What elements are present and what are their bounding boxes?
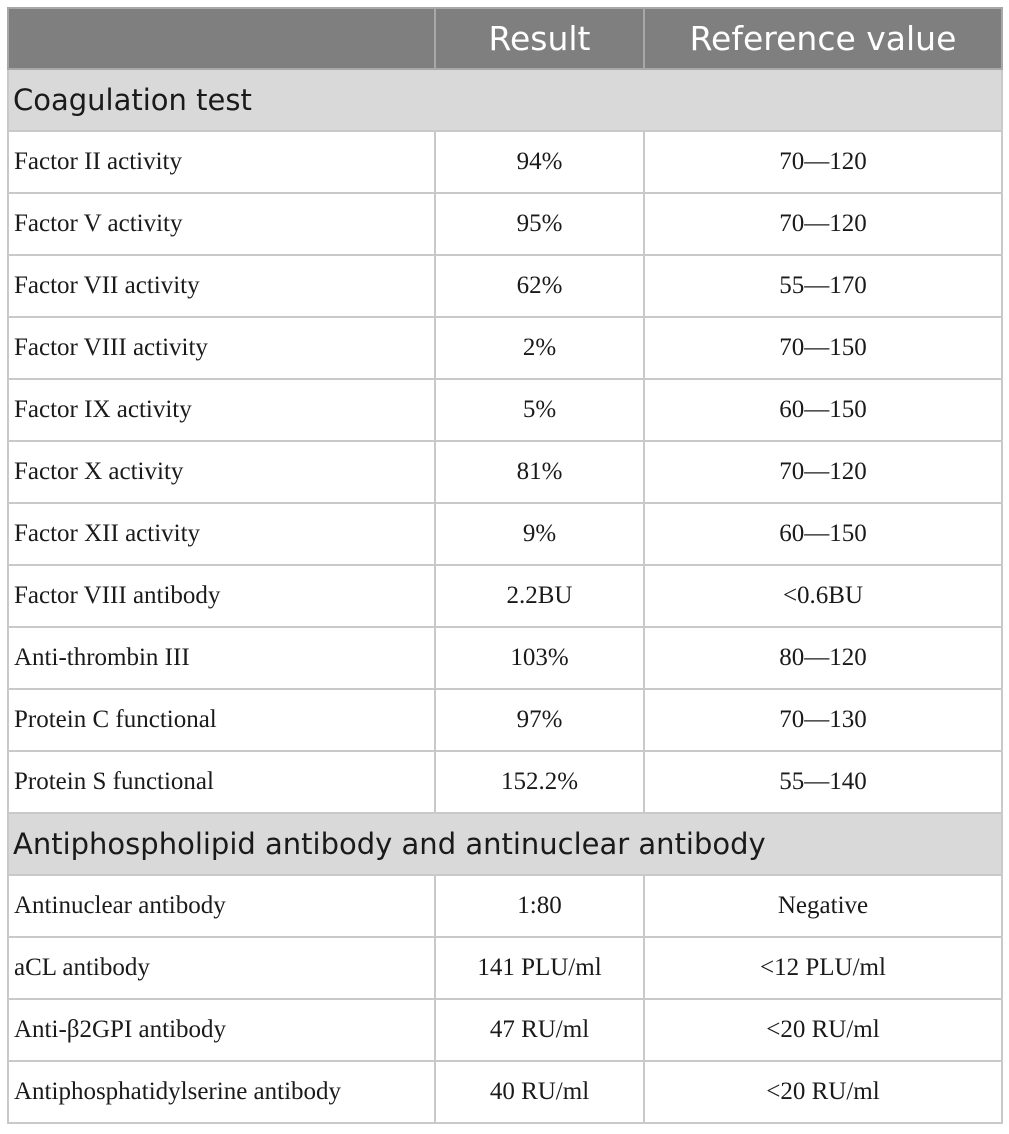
reference-cell: 70—130 xyxy=(644,689,1002,751)
reference-cell: Negative xyxy=(644,875,1002,937)
result-cell: 81% xyxy=(435,441,644,503)
table-row xyxy=(8,255,1002,317)
table-row xyxy=(8,503,1002,565)
table-row xyxy=(8,131,1002,193)
test-name-cell: Factor II activity xyxy=(8,131,435,193)
table-row xyxy=(8,379,1002,441)
test-name-cell: Protein C functional xyxy=(8,689,435,751)
result-cell: 95% xyxy=(435,193,644,255)
test-name-cell: Factor VIII antibody xyxy=(8,565,435,627)
table-row xyxy=(8,751,1002,813)
reference-cell: <20 RU/ml xyxy=(644,999,1002,1061)
result-cell: 40 RU/ml xyxy=(435,1061,644,1123)
section-title: Antiphospholipid antibody and antinuclear antibody xyxy=(8,813,1002,875)
test-name-cell: aCL antibody xyxy=(8,937,435,999)
lab-results-table xyxy=(7,7,1003,1124)
test-name-cell: Factor XII activity xyxy=(8,503,435,565)
table-row xyxy=(8,999,1002,1061)
test-name-cell: Antiphosphatidylserine antibody xyxy=(8,1061,435,1123)
test-name-cell: Factor VIII activity xyxy=(8,317,435,379)
result-cell: 62% xyxy=(435,255,644,317)
result-cell: 5% xyxy=(435,379,644,441)
table-row xyxy=(8,193,1002,255)
section-title: Coagulation test xyxy=(8,69,1002,131)
table-row xyxy=(8,875,1002,937)
table-row xyxy=(8,689,1002,751)
reference-cell: 70—150 xyxy=(644,317,1002,379)
test-name-cell: Protein S functional xyxy=(8,751,435,813)
reference-cell: 70—120 xyxy=(644,193,1002,255)
table-body xyxy=(8,69,1002,1123)
reference-cell: <20 RU/ml xyxy=(644,1061,1002,1123)
reference-cell: 80—120 xyxy=(644,627,1002,689)
test-name-cell: Factor IX activity xyxy=(8,379,435,441)
result-cell: 2.2BU xyxy=(435,565,644,627)
section-header-row xyxy=(8,69,1002,131)
table-row xyxy=(8,317,1002,379)
result-cell: 2% xyxy=(435,317,644,379)
result-cell: 152.2% xyxy=(435,751,644,813)
header-test-name xyxy=(8,8,435,69)
result-cell: 94% xyxy=(435,131,644,193)
table-row xyxy=(8,441,1002,503)
reference-cell: 70—120 xyxy=(644,131,1002,193)
reference-cell: 70—120 xyxy=(644,441,1002,503)
reference-cell: 55—140 xyxy=(644,751,1002,813)
table-header-row xyxy=(8,8,1002,69)
reference-cell: 60—150 xyxy=(644,503,1002,565)
header-reference-value: Reference value xyxy=(644,8,1002,69)
test-name-cell: Factor V activity xyxy=(8,193,435,255)
test-name-cell: Anti-thrombin III xyxy=(8,627,435,689)
reference-cell: 55—170 xyxy=(644,255,1002,317)
test-name-cell: Anti-β2GPI antibody xyxy=(8,999,435,1061)
section-header-row xyxy=(8,813,1002,875)
reference-cell: <0.6BU xyxy=(644,565,1002,627)
table-row xyxy=(8,1061,1002,1123)
result-cell: 1:80 xyxy=(435,875,644,937)
result-cell: 103% xyxy=(435,627,644,689)
test-name-cell: Antinuclear antibody xyxy=(8,875,435,937)
table-row xyxy=(8,565,1002,627)
reference-cell: 60—150 xyxy=(644,379,1002,441)
test-name-cell: Factor X activity xyxy=(8,441,435,503)
table-row xyxy=(8,627,1002,689)
header-result: Result xyxy=(435,8,644,69)
test-name-cell: Factor VII activity xyxy=(8,255,435,317)
reference-cell: <12 PLU/ml xyxy=(644,937,1002,999)
table-row xyxy=(8,937,1002,999)
result-cell: 97% xyxy=(435,689,644,751)
result-cell: 47 RU/ml xyxy=(435,999,644,1061)
result-cell: 141 PLU/ml xyxy=(435,937,644,999)
result-cell: 9% xyxy=(435,503,644,565)
